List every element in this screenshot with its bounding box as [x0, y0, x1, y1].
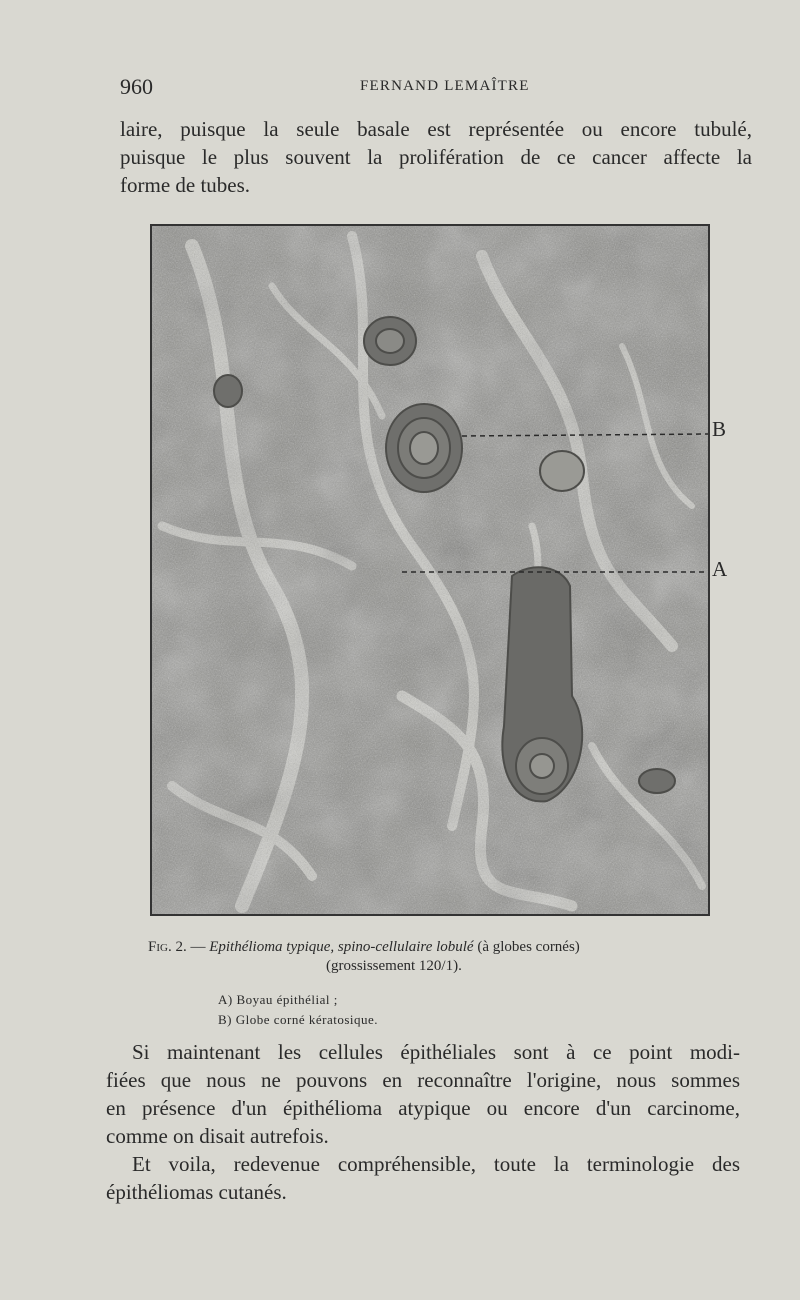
text-line: forme de tubes. [120, 173, 251, 197]
paragraph-top [120, 115, 752, 199]
text-line: fiées que nous ne pouvons en reconnaître l'origine, nous sommes [106, 1068, 740, 1092]
caption-detail: (à globes cornés) [473, 939, 580, 955]
text-line: Et voila, redevenue compréhensible, toute la terminologie des [132, 1152, 740, 1176]
text-line: Si maintenant les cellules épithéliales sont à ce point modi- [132, 1040, 740, 1064]
page-number: 960 [120, 74, 153, 99]
text-line: laire, puisque la seule basale est représentée ou encore tubulé, [120, 117, 752, 141]
legend-item-b: B) Globe corné kératosique. [218, 1012, 379, 1027]
legend-item-a: A) Boyau épithélial ; [218, 992, 338, 1007]
caption-dash: — [186, 939, 210, 955]
page-header [120, 74, 750, 104]
text-line: épithéliomas cutanés. [106, 1180, 287, 1204]
figure-legend [218, 990, 378, 1030]
caption-title: Epithélioma typique, spino-cellulaire lobulé [209, 939, 474, 955]
figure-label-a: A [712, 557, 728, 581]
micrograph-image [152, 226, 708, 914]
caption-line [148, 938, 728, 957]
text-line: comme on disait autrefois. [106, 1124, 329, 1148]
figure-caption [148, 938, 728, 976]
text-line: puisque le plus souvent la prolifération de ce cancer affecte la [120, 145, 752, 169]
histology-figure [150, 224, 710, 916]
caption-line-2: (grossissement 120/1). [326, 958, 462, 974]
running-head: FERNAND LEMAÎTRE [360, 78, 530, 94]
figure-label-b: B [712, 417, 727, 441]
text-line: en présence d'un épithélioma atypique ou encore d'un carcinome, [106, 1096, 740, 1120]
paragraph-bottom [106, 1038, 740, 1206]
caption-fig-label: Fig. 2. [148, 939, 187, 955]
